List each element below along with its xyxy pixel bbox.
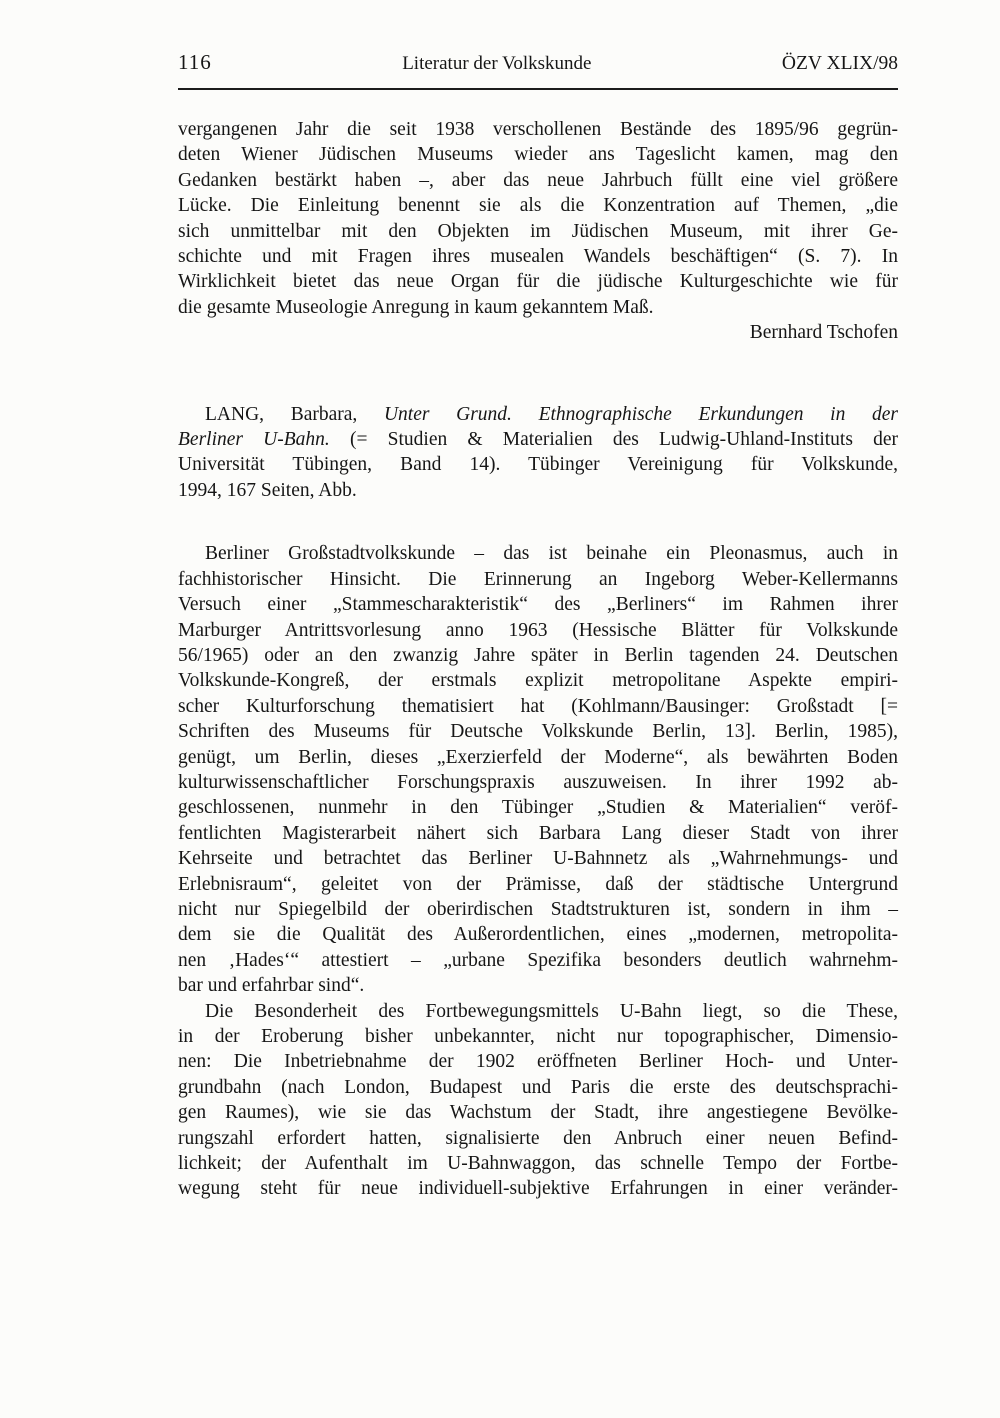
text-line: Versuch einer „Stammescharakteristik“ des „Berliners“ im Rahmen ihrer — [178, 594, 898, 616]
book-citation — [178, 402, 898, 504]
citation-line: 1994, 167 Seiten, Abb. — [178, 479, 357, 501]
reviewer-signature: Bernhard Tschofen — [749, 322, 898, 344]
text-line: Die Besonderheit des Fortbewegungsmittels U-Bahn liegt, so die These, — [205, 1000, 898, 1022]
text-line: dem sie die Qualität des Außerordentlichen, eines „modernen, metropolita- — [178, 924, 898, 946]
text-line: bar und erfahrbar sind“. — [178, 975, 365, 997]
citation-line: Universität Tübingen, Band 14). Tübinger Vereinigung für Volkskunde, — [178, 454, 898, 476]
text-line: nicht nur Spiegelbild der oberirdischen Stadtstrukturen ist, sondern in ihm – — [178, 898, 898, 920]
text-line: Kehrseite und betrachtet das Berliner U-Bahnnetz als „Wahrnehmungs- und — [178, 848, 898, 870]
text-line: nen: Die Inbetriebnahme der 1902 eröffneten Berliner Hoch- und Unter- — [178, 1051, 898, 1073]
text-line: Gedanken bestärkt haben –, aber das neue Jahrbuch füllt eine viel größere — [178, 169, 898, 191]
text-line: Volkskunde-Kongreß, der erstmals explizit metropolitane Aspekte empiri- — [178, 670, 898, 692]
text-line: sich unmittelbar mit den Objekten im Jüdischen Museum, mit ihrer Ge- — [178, 220, 898, 242]
text-line: vergangenen Jahr die seit 1938 verschollenen Bestände des 1895/96 gegrün- — [178, 119, 898, 140]
text-line: Schriften des Museums für Deutsche Volkskunde Berlin, 13]. Berlin, 1985), — [178, 721, 898, 743]
text-line: deten Wiener Jüdischen Museums wieder ans Tageslicht kamen, mag den — [178, 144, 898, 166]
review-tschofen-paragraph — [178, 117, 898, 346]
text-line: gen Raumes), wie sie das Wachstum der Stadt, ihre angestiegene Bevölke- — [178, 1102, 898, 1124]
text-line: rungszahl erfordert hatten, signalisierte den Anbruch einer neuen Befind- — [178, 1127, 898, 1149]
text-line: Berliner Großstadtvolkskunde – das ist beinahe ein Pleonasmus, auch in — [205, 543, 898, 565]
text-line: Wirklichkeit bietet das neue Organ für die jüdische Kulturgeschichte wie für — [178, 271, 898, 293]
text-line: geschlossenen, nunmehr in den Tübinger „Studien & Materialien“ veröf- — [178, 797, 898, 819]
page-number: 116 — [178, 50, 212, 74]
text-line: die gesamte Museologie Anregung in kaum gekanntem Maß. — [178, 296, 654, 318]
text-line: in der Eroberung bisher unbekannter, nicht nur topographischer, Dimensio- — [178, 1026, 898, 1047]
text-line: scher Kulturforschung thematisiert hat (Kohlmann/Bausinger: Großstadt [= — [178, 695, 898, 717]
citation-author: LANG, Barbara, — [205, 403, 384, 425]
text-line: 56/1965) oder an den zwanzig Jahre später in Berlin tagenden 24. Deutschen — [178, 644, 898, 666]
text-line: lichkeit; der Aufenthalt im U-Bahnwaggon, das schnelle Tempo der Fortbe- — [178, 1153, 898, 1175]
journal-reference: ÖZV XLIX/98 — [781, 53, 898, 74]
citation-series: (= Studien & Materialien des Ludwig-Uhland-Instituts der — [329, 429, 899, 451]
page-body — [178, 117, 898, 1202]
citation-line — [178, 427, 898, 452]
header-rule — [178, 88, 898, 90]
citation-title-italic: Berliner U-Bahn. — [178, 429, 330, 451]
text-line: nen ‚Hades‘“ attestiert – „urbane Spezifika besonders deutlich wahrnehm- — [178, 949, 898, 971]
review-body-paragraph-1 — [178, 541, 898, 998]
running-title: Literatur der Volkskunde — [402, 53, 592, 74]
text-line: schichte und mit Fragen ihres musealen Wandels beschäftigen“ (S. 7). In — [178, 246, 898, 268]
text-line: wegung steht für neue individuell-subjektive Erfahrungen in einer veränder- — [178, 1178, 898, 1200]
text-line: genügt, um Berlin, dieses „Exerzierfeld der Moderne“, als bewährten Boden — [178, 746, 898, 768]
text-line: kulturwissenschaftlicher Forschungspraxis auszuweisen. In ihrer 1992 ab- — [178, 771, 898, 793]
citation-title-italic: Unter Grund. Ethnographische Erkundungen in der — [383, 403, 899, 425]
text-line: fentlichten Magisterarbeit nähert sich Barbara Lang dieser Stadt von ihrer — [178, 822, 898, 844]
text-line: grundbahn (nach London, Budapest und Paris die erste des deutschsprachi- — [178, 1076, 898, 1098]
page-header — [178, 50, 898, 76]
text-line: fachhistorischer Hinsicht. Die Erinnerung an Ingeborg Weber-Kellermanns — [178, 568, 898, 590]
section-gap — [178, 346, 898, 402]
section-gap — [178, 503, 898, 541]
text-line: Erlebnisraum“, geleitet von der Prämisse, daß der städtische Untergrund — [178, 873, 898, 895]
text-line: Marburger Antrittsvorlesung anno 1963 (Hessische Blätter für Volkskunde — [178, 619, 898, 641]
text-line: Lücke. Die Einleitung benennt sie als die Konzentration auf Themen, „die — [178, 195, 898, 217]
review-body-paragraph-2 — [178, 999, 898, 1202]
citation-line — [178, 402, 898, 427]
